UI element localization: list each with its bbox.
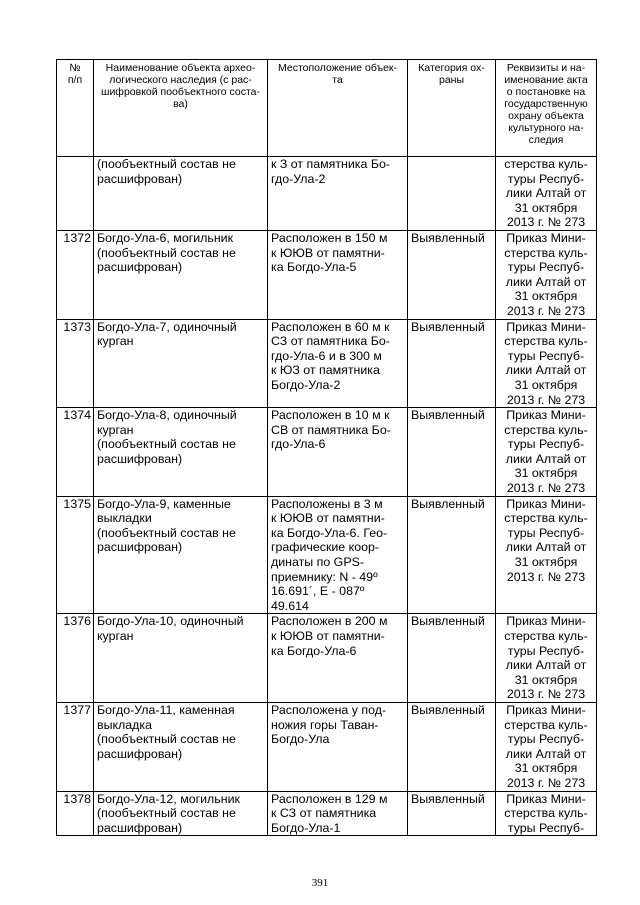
text-line: туры Респуб-	[507, 643, 585, 658]
act-details	[496, 230, 597, 319]
text-line: ва)	[173, 98, 188, 110]
text-line: следия	[528, 134, 564, 146]
table-row	[57, 702, 597, 791]
text-line: лики Алтай от	[505, 363, 587, 378]
text-line: 2013 г. № 273	[506, 687, 586, 702]
protection-category: Выявленный	[408, 408, 496, 497]
text-line: гдо-Ула-6	[271, 437, 326, 452]
header-number	[57, 60, 94, 157]
text-line: туры Респуб-	[507, 525, 585, 540]
text-line: 31 октября	[514, 466, 578, 481]
text-line: та	[332, 74, 343, 86]
text-line: к З от памятника Бо-	[271, 157, 390, 171]
act-details	[496, 702, 597, 791]
text-line: курган	[97, 334, 134, 349]
text-line: расшифрован)	[97, 260, 183, 275]
text-line: Богдо-Ула-7, одиночный	[97, 319, 237, 334]
text-line: о постановке на	[506, 86, 586, 98]
text-line: Богдо-Ула	[271, 732, 330, 747]
table-row	[57, 791, 597, 836]
object-location	[268, 791, 408, 836]
text-line: Реквизиты и на-	[506, 62, 586, 74]
text-line: гдо-Ула-2	[271, 171, 326, 186]
text-line: Приказ Мини-	[506, 408, 586, 423]
text-line: приемнику: N - 49º	[271, 569, 378, 584]
object-location	[268, 702, 408, 791]
text-line: графические коор-	[271, 540, 379, 555]
object-location	[268, 496, 408, 614]
text-line: курган	[97, 422, 134, 437]
text-line: стерства куль-	[504, 629, 588, 643]
row-number: 1377	[57, 702, 94, 791]
text-line: к ЮЮВ от памятни-	[271, 245, 385, 260]
text-line: Наименование объекта архео-	[105, 62, 256, 74]
text-line: лики Алтай от	[505, 540, 587, 555]
text-line: туры Респуб-	[507, 437, 585, 452]
text-line: 31 октября	[514, 761, 578, 776]
text-line: 2013 г. № 273	[506, 303, 586, 318]
object-location	[268, 319, 408, 408]
text-line: туры Респуб-	[507, 732, 585, 747]
text-line: стерства куль-	[504, 511, 588, 526]
text-line: №	[69, 62, 81, 74]
text-line: Богдо-Ула-2	[271, 377, 341, 392]
text-line: лики Алтай от	[505, 274, 587, 289]
text-line: Расположен в 10 м к	[271, 408, 390, 423]
text-line: Категория ох-	[418, 62, 485, 74]
act-details	[496, 496, 597, 614]
text-line: ножия горы Таван-	[271, 717, 379, 732]
text-line: туры Респуб-	[507, 820, 585, 835]
text-line: 31 октября	[514, 200, 578, 215]
header-act-details	[496, 60, 597, 157]
text-line: п/п	[67, 74, 83, 86]
text-line: Богдо-Ула-1	[271, 820, 341, 835]
object-name	[94, 408, 268, 497]
text-line: Приказ Мини-	[506, 319, 586, 334]
text-line: СВ от памятника Бо-	[271, 422, 391, 437]
object-name	[94, 319, 268, 408]
text-line: Расположен в 200 м	[271, 614, 388, 629]
text-line: туры Респуб-	[507, 348, 585, 363]
table-body	[57, 157, 597, 836]
text-line: охрану объекта	[508, 110, 584, 122]
act-details	[496, 157, 597, 231]
text-line: (пообъектный состав не	[97, 245, 236, 260]
protection-category: Выявленный	[408, 496, 496, 614]
text-line: расшифрован)	[97, 540, 183, 555]
object-name	[94, 702, 268, 791]
protection-category: Выявленный	[408, 791, 496, 836]
text-line: Богдо-Ула-8, одиночный	[97, 408, 237, 423]
object-location	[268, 157, 408, 231]
text-line: расшифрован)	[97, 451, 183, 466]
text-line: Богдо-Ула-12, могильник	[97, 791, 240, 806]
page-number: 391	[311, 877, 329, 889]
text-line: 2013 г. № 273	[506, 215, 586, 230]
text-line: Приказ Мини-	[506, 614, 586, 629]
text-line: к СЗ от памятника	[271, 806, 377, 821]
object-name	[94, 230, 268, 319]
text-line: стерства куль-	[504, 334, 588, 349]
text-line: выкладка	[97, 717, 152, 732]
text-line: 2013 г. № 273	[506, 481, 586, 496]
text-line: 31 октября	[514, 289, 578, 304]
act-details	[496, 614, 597, 703]
text-line: Богдо-Ула-11, каменная	[97, 702, 235, 717]
text-line: туры Респуб-	[507, 260, 585, 275]
text-line: (пообъектный состав не	[97, 525, 236, 540]
row-number: 1372	[57, 230, 94, 319]
text-line: Расположены в 3 м	[271, 496, 383, 511]
text-line: стерства куль-	[504, 717, 588, 732]
text-line: 31 октября	[514, 555, 578, 570]
row-number: 1374	[57, 408, 94, 497]
text-line: 31 октября	[514, 377, 578, 392]
text-line: раны	[438, 74, 465, 86]
text-line: расшифрован)	[97, 171, 183, 186]
text-line: Расположена у под-	[271, 702, 387, 717]
text-line: Расположен в 129 м	[271, 791, 388, 806]
text-line: выкладки	[97, 511, 152, 526]
text-line: Богдо-Ула-10, одиночный	[97, 614, 244, 629]
text-line: 2013 г. № 273	[506, 775, 586, 790]
table-row	[57, 496, 597, 614]
text-line: к ЮЗ от памятника	[271, 363, 380, 378]
object-location	[268, 614, 408, 703]
text-line: 16.691´, E - 087º	[271, 584, 365, 599]
text-line: ка Богдо-Ула-6	[271, 643, 357, 658]
text-line: Приказ Мини-	[506, 230, 586, 245]
text-line: (пообъектный состав не	[97, 806, 236, 821]
row-number	[57, 157, 94, 231]
text-line: стерства куль-	[504, 157, 588, 171]
row-number: 1378	[57, 791, 94, 836]
text-line: Местоположение объек-	[277, 62, 398, 74]
text-line: лики Алтай от	[505, 186, 587, 201]
text-line: именование акта	[504, 74, 588, 86]
text-line: лики Алтай от	[505, 746, 587, 761]
text-line: стерства куль-	[504, 245, 588, 260]
protection-category	[408, 157, 496, 231]
object-name	[94, 614, 268, 703]
table-row	[57, 614, 597, 703]
heritage-table	[56, 59, 597, 836]
table-row	[57, 319, 597, 408]
act-details	[496, 791, 597, 836]
table-header-row	[57, 60, 597, 157]
table-row	[57, 157, 597, 231]
row-number: 1375	[57, 496, 94, 614]
object-location	[268, 230, 408, 319]
text-line: расшифрован)	[97, 820, 183, 835]
text-line: Богдо-Ула-9, каменные	[97, 496, 231, 511]
object-name	[94, 496, 268, 614]
text-line: туры Респуб-	[507, 171, 585, 186]
object-name	[94, 157, 268, 231]
text-line: ка Богдо-Ула-5	[271, 260, 357, 275]
protection-category: Выявленный	[408, 614, 496, 703]
text-line: (пообъектный состав не	[97, 157, 236, 171]
act-details	[496, 319, 597, 408]
text-line: 31 октября	[514, 672, 578, 687]
text-line: культурного на-	[508, 122, 584, 134]
text-line: Расположен в 150 м	[271, 230, 388, 245]
text-line: к ЮЮВ от памятни-	[271, 629, 385, 643]
text-line: лики Алтай от	[505, 658, 587, 673]
protection-category: Выявленный	[408, 319, 496, 408]
object-location	[268, 408, 408, 497]
text-line: (пообъектный состав не	[97, 437, 236, 452]
text-line: шифровкой пообъектного соста-	[101, 86, 260, 98]
object-name	[94, 791, 268, 836]
text-line: динаты по GPS-	[271, 555, 364, 570]
text-line: расшифрован)	[97, 746, 183, 761]
text-line: Богдо-Ула-6, могильник	[97, 230, 234, 245]
text-line: стерства куль-	[504, 806, 588, 821]
header-object-name	[94, 60, 268, 157]
header-protection-category	[408, 60, 496, 157]
protection-category: Выявленный	[408, 230, 496, 319]
text-line: стерства куль-	[504, 422, 588, 437]
act-details	[496, 408, 597, 497]
text-line: лики Алтай от	[505, 451, 587, 466]
row-number: 1376	[57, 614, 94, 703]
text-line: Приказ Мини-	[506, 791, 586, 806]
text-line: 49.614	[271, 598, 309, 613]
text-line: Приказ Мини-	[506, 702, 586, 717]
row-number: 1373	[57, 319, 94, 408]
table-row	[57, 230, 597, 319]
table-row	[57, 408, 597, 497]
text-line: 2013 г. № 273	[506, 392, 586, 407]
text-line: логического наследия (с рас-	[109, 74, 252, 86]
text-line: курган	[97, 629, 134, 643]
text-line: (пообъектный состав не	[97, 732, 236, 747]
text-line: СЗ от памятника Бо-	[271, 334, 390, 349]
text-line: Приказ Мини-	[506, 496, 586, 511]
text-line: 2013 г. № 273	[506, 569, 586, 584]
text-line: ка Богдо-Ула-6. Гео-	[271, 525, 388, 540]
text-line: к ЮЮВ от памятни-	[271, 511, 385, 526]
text-line: Расположен в 60 м к	[271, 319, 390, 334]
protection-category: Выявленный	[408, 702, 496, 791]
text-line: государственную	[504, 98, 588, 110]
header-location	[268, 60, 408, 157]
text-line: гдо-Ула-6 и в 300 м	[271, 348, 382, 363]
